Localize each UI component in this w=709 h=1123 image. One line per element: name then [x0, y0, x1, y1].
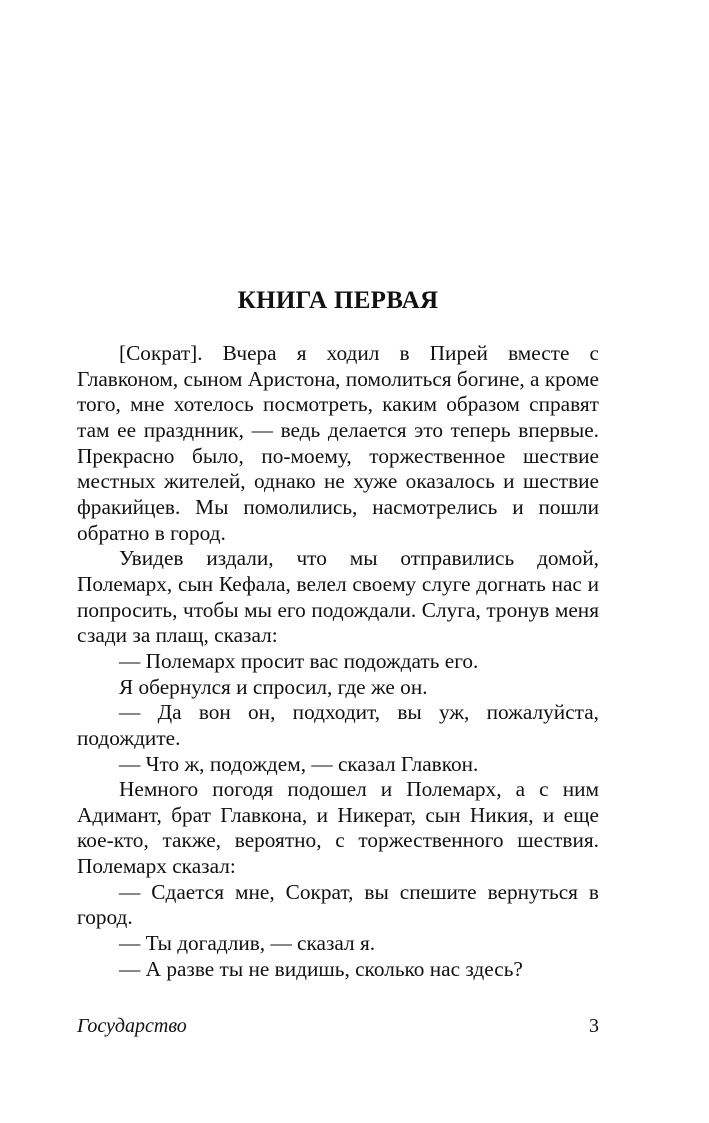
page-number: 3 [589, 1015, 599, 1037]
body-text [77, 341, 599, 982]
paragraph-3 [77, 649, 599, 675]
paragraph-5-text: — Да вон он, подходит, вы уж, пожалуйста, подождите. [77, 700, 599, 750]
paragraph-4-text: Я обернулся и спросил, где же он. [119, 674, 428, 699]
page-footer [77, 1013, 599, 1039]
paragraph-9-text: — Ты догадлив, — сказал я. [119, 931, 376, 956]
paragraph-10 [77, 957, 599, 983]
running-title: Государство [77, 1015, 187, 1037]
paragraph-6 [77, 752, 599, 778]
paragraph-1-text: [Сократ]. Вчера я ходил в Пирей вместе с Главконом, сыном Аристона, помолиться богине, а кроме того, мне хотелось посмотреть, каким образом справят там ее празднник, — ведь делается это теперь впервые. Прекрасно было, по-моему, торжественное шествие местных жителей, однако не хуже оказалось и шествие фракийцев. Мы помолились, насмотрелись и пошли обратно в город. [77, 341, 599, 545]
paragraph-10-text: — А разве ты не видишь, сколько нас здесь? [119, 956, 523, 981]
paragraph-8-text: — Сдается мне, Сократ, вы спешите вернуться в город. [77, 879, 599, 930]
paragraph-8 [77, 880, 599, 931]
chapter-title: КНИГА ПЕРВАЯ [237, 287, 439, 314]
paragraph-1 [77, 341, 599, 546]
paragraph-3-text: — Полемарх просит вас подождать его. [119, 648, 479, 673]
paragraph-2 [77, 546, 599, 649]
book-page [77, 0, 599, 1123]
paragraph-7 [77, 777, 599, 880]
paragraph-9 [77, 931, 599, 957]
paragraph-2-text: Увидев издали, что мы отправились домой, Полемарх, сын Кефала, велел своему слуге догнать нас и попросить, чтобы мы его подождали. Слуга, тронув меня сзади за плащ, сказал: [77, 546, 599, 648]
paragraph-7-text: Немного погодя подошел и Полемарх, а с ним Адимант, брат Главкона, и Никерат, сын Никия, и еще кое-кто, также, вероятно, с торжественного шествия. Полемарх сказал: [77, 777, 599, 879]
paragraph-6-text: — Что ж, подождем, — сказал Главкон. [119, 751, 479, 776]
paragraph-5 [77, 700, 599, 751]
paragraph-4 [77, 675, 599, 701]
